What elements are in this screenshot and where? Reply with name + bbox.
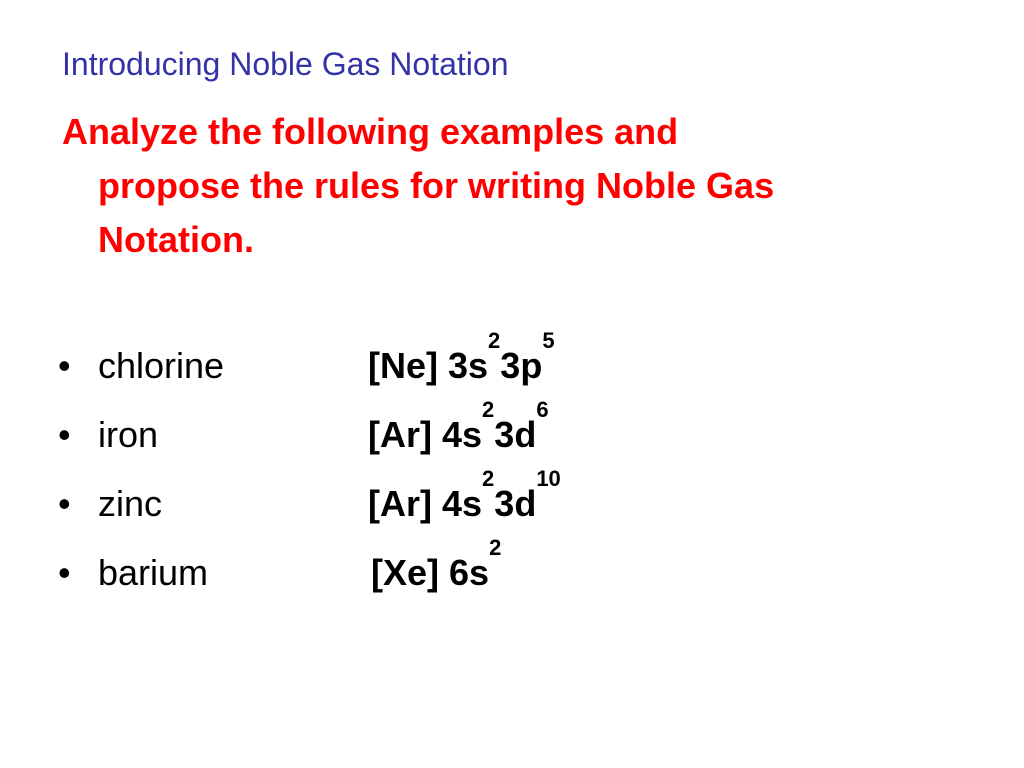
instruction-text [62, 105, 972, 267]
orbital-exponent: 10 [536, 466, 561, 491]
orbital: 3d [494, 483, 537, 524]
instruction-line-3: Notation. [98, 219, 254, 260]
electron-configuration [368, 466, 561, 534]
orbital-exponent: 2 [489, 535, 502, 560]
orbital: 3p [500, 345, 543, 386]
bullet-icon: • [58, 483, 71, 524]
element-name: chlorine [98, 345, 225, 386]
example-item-chlorine [58, 328, 958, 405]
orbital: 4s [442, 483, 483, 524]
noble-gas-core: [Xe] [371, 552, 450, 593]
noble-gas-core: [Ar] [368, 483, 442, 524]
example-item-barium [58, 535, 958, 612]
orbital-exponent: 2 [488, 328, 501, 353]
noble-gas-core: [Ar] [368, 414, 442, 455]
element-name: barium [98, 552, 209, 593]
orbital-exponent: 2 [482, 397, 495, 422]
noble-gas-core: [Ne] [368, 345, 448, 386]
orbital: 4s [442, 414, 483, 455]
example-item-iron [58, 397, 958, 474]
electron-configuration [368, 397, 549, 465]
example-list [58, 328, 958, 612]
bullet-icon: • [58, 345, 71, 386]
element-name: iron [98, 414, 159, 455]
element-name: zinc [98, 483, 163, 524]
bullet-icon: • [58, 414, 71, 455]
orbital: 6s [449, 552, 490, 593]
slide-title: Introducing Noble Gas Notation [62, 46, 509, 82]
orbital: 3d [494, 414, 537, 455]
instruction-line-1: Analyze the following examples and [62, 111, 679, 152]
electron-configuration [371, 535, 502, 603]
bullet-icon: • [58, 552, 71, 593]
orbital-exponent: 2 [482, 466, 495, 491]
electron-configuration [368, 328, 555, 396]
example-item-zinc [58, 466, 958, 543]
orbital-exponent: 6 [536, 397, 549, 422]
orbital: 3s [448, 345, 489, 386]
orbital-exponent: 5 [542, 328, 555, 353]
instruction-line-2: propose the rules for writing Noble Gas [98, 165, 775, 206]
